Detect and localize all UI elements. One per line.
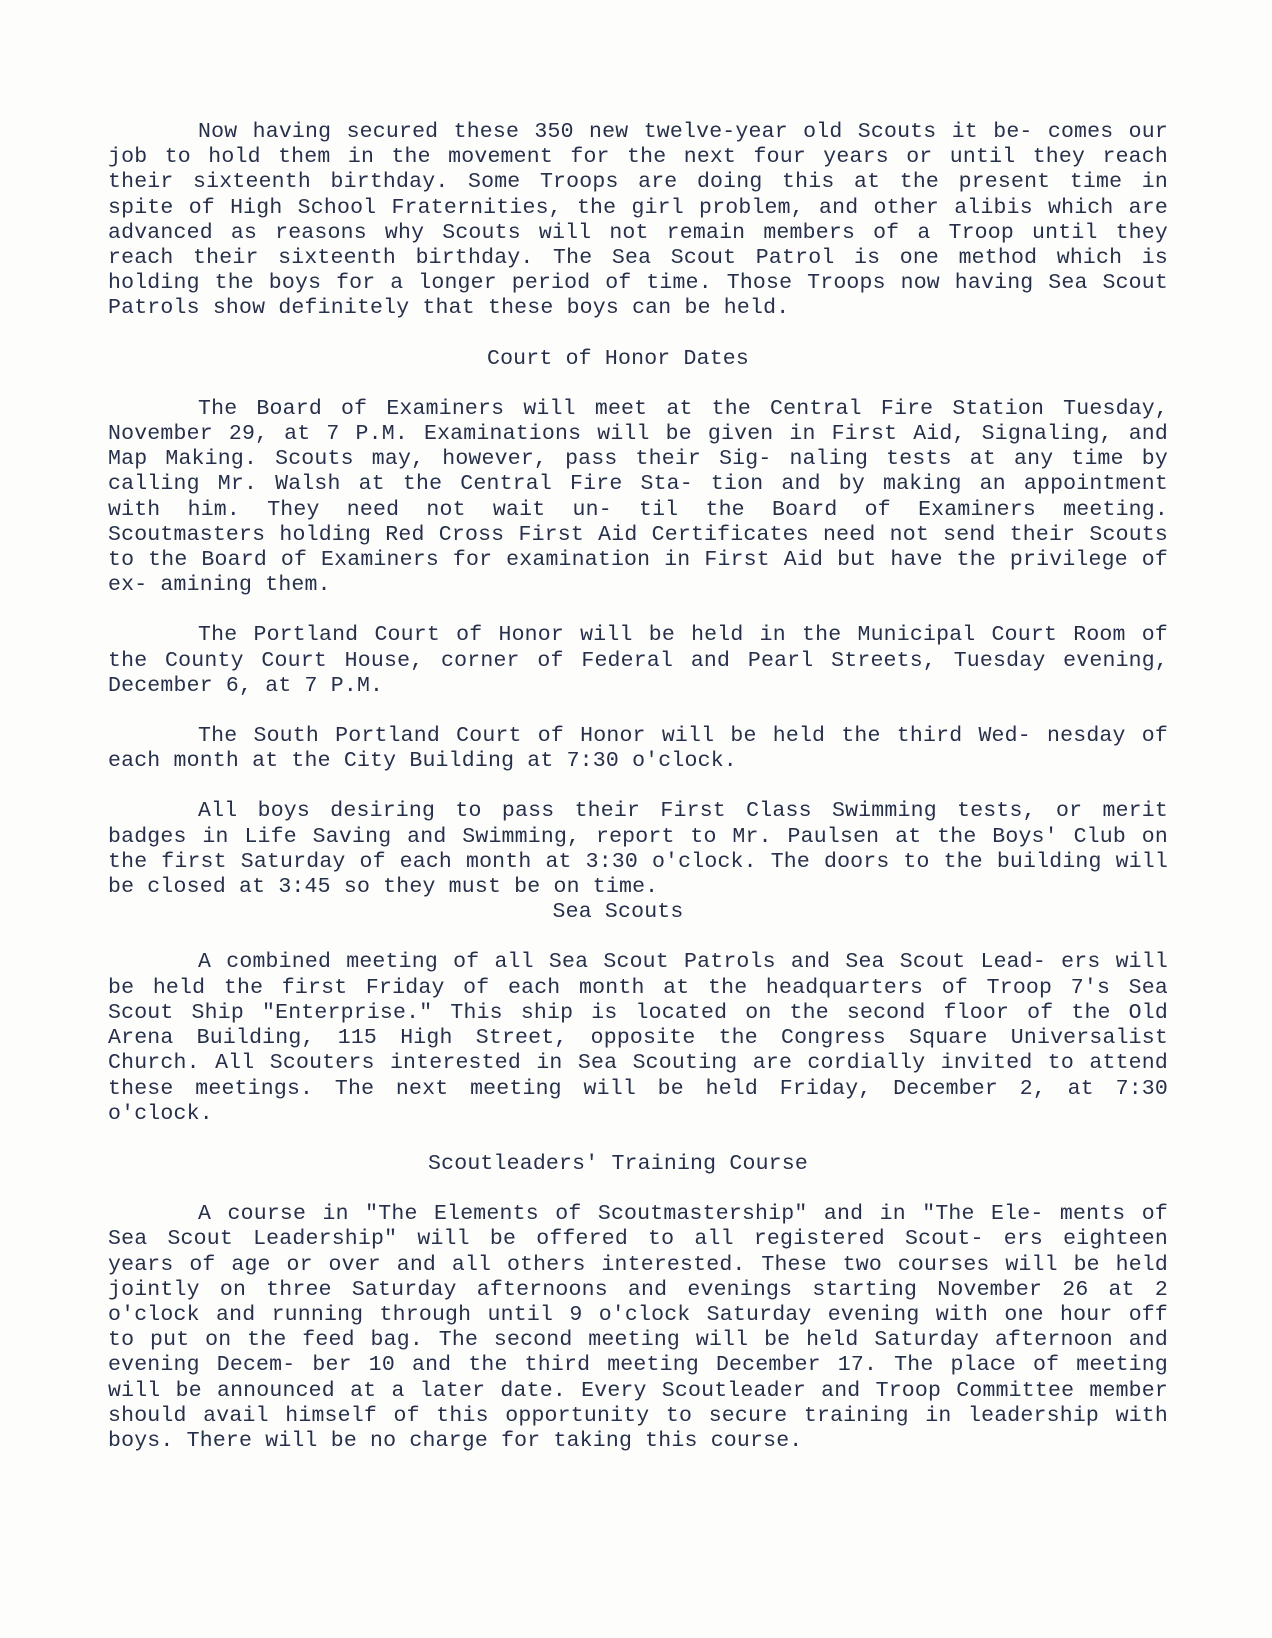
south-portland-court-paragraph: The South Portland Court of Honor will be held the third Wed- nesday of each month at the City Building at 7:30 o'clock. xyxy=(108,724,1168,774)
board-of-examiners-paragraph: The Board of Examiners will meet at the Central Fire Station Tuesday, November 29, at 7 P.M. Examinations will be given in First Aid, Signaling, and Map Making. Scouts may, however, pass their Sig- naling tests at any time by calling Mr. Walsh at the Central Fire Sta- tion and by making an appointment with him. They need not wait un- til the Board of Examiners meeting. Scoutmasters holding Red Cross First Aid Certificates need not send their Scouts to the Board of Examiners for examination in First Aid but have the privilege of ex- amining them. xyxy=(108,396,1168,598)
document-body xyxy=(108,120,1168,1454)
sea-scout-meeting-paragraph: A combined meeting of all Sea Scout Patrols and Sea Scout Lead- ers will be held the first Friday of each month at the headquarters of Troop 7's Sea Scout Ship "Enterprise." This ship is located on the second floor of the Old Arena Building, 115 High Street, opposite the Congress Square Universalist Church. All Scouters interested in Sea Scouting are cordially invited to attend these meetings. The next meeting will be held Friday, December 2, at 7:30 o'clock. xyxy=(108,950,1168,1126)
intro-paragraph: Now having secured these 350 new twelve-year old Scouts it be- comes our job to hold them in the movement for the next four years or until they reach their sixteenth birthday. Some Troops are doing this at the present time in spite of High School Fraternities, the girl problem, and other alibis which are advanced as reasons why Scouts will not remain members of a Troop until they reach their sixteenth birthday. The Sea Scout Patrol is one method which is holding the boys for a longer period of time. Those Troops now having Sea Scout Patrols show definitely that these boys can be held. xyxy=(108,120,1168,321)
court-of-honor-heading: Court of Honor Dates xyxy=(486,346,750,371)
sea-scouts-heading: Sea Scouts xyxy=(552,900,684,925)
training-course-paragraph: A course in "The Elements of Scoutmastership" and in "The Ele- ments of Sea Scout Leadership" will be offered to all registered Scout- ers eighteen years of age or over and all others interested. These two courses will be held jointly on three Saturday afternoons and evenings starting November 26 at 2 o'clock and running through until 9 o'clock Saturday evening with one hour off to put on the feed bag. The second meeting will be held Saturday afternoon and evening Decem- ber 10 and the third meeting December 17. The place of meeting will be announced at a later date. Every Scoutleader and Troop Committee member should avail himself of this opportunity to secure training in leadership with boys. There will be no charge for taking this course. xyxy=(108,1202,1168,1453)
portland-court-paragraph: The Portland Court of Honor will be held in the Municipal Court Room of the County Court House, corner of Federal and Pearl Streets, Tuesday evening, December 6, at 7 P.M. xyxy=(108,623,1168,698)
training-course-heading: Scoutleaders' Training Course xyxy=(428,1151,808,1176)
swimming-tests-paragraph: All boys desiring to pass their First Class Swimming tests, or merit badges in Life Saving and Swimming, report to Mr. Paulsen at the Boys' Club on the first Saturday of each month at 3:30 o'clock. The doors to the building will be closed at 3:45 so they must be on time. xyxy=(108,799,1168,900)
